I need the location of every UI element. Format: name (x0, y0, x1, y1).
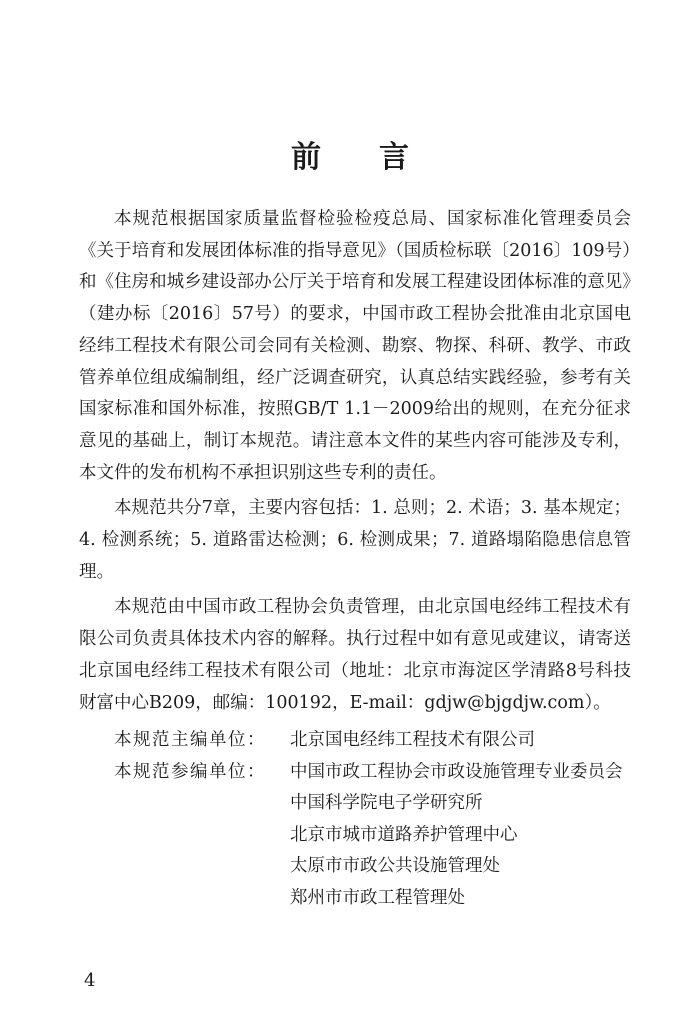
participating-unit: 中国科学院电子学研究所 (290, 793, 483, 814)
participating-unit: 郑州市市政工程管理处 (290, 887, 465, 908)
participating-units-list (290, 757, 631, 915)
paragraph-contents: 本规范共分7章，主要内容包括：1. 总则；2. 术语；3. 基本规定；4. 检测系统；5. 道路雷达检测；6. 检测成果；7. 道路塌陷隐患信息管理。 (79, 498, 631, 582)
participating-unit: 北京市城市道路养护管理中心 (290, 824, 518, 845)
chief-unit-label: 本规范主编单位： (114, 730, 266, 751)
chief-unit-value: 北京国电经纬工程技术有限公司 (290, 730, 535, 751)
participating-unit: 中国市政工程协会市政设施管理专业委员会 (290, 761, 623, 782)
participating-unit: 太原市市政公共设施管理处 (290, 856, 500, 877)
paragraph-basis: 本规范根据国家质量监督检验检疫总局、国家标准化管理委员会《关于培育和发展团体标准的指导意见》（国质检标联〔2016〕109号）和《住房和城乡建设部办公厅关于培育和发展工程建设团体标准的意见》（建办标〔2016〕57号）的要求，中国市政工程协会批准由北京国电经纬工程技术有限公司会同有关检测、勘察、物探、科研、教学、市政管养单位组成编制组，经广泛调查研究，认真总结实践经验，参考有关国家标准和国外标准，按照GB/T 1.1－2009给出的规则，在充分征求意见的基础上，制订本规范。请注意本文件的某些内容可能涉及专利，本文件的发布机构不承担识别这些专利的责任。 (79, 209, 631, 483)
participating-units-row (79, 757, 631, 915)
participating-units-label: 本规范参编单位： (114, 761, 266, 782)
page-title: 前言 (291, 140, 467, 175)
chief-unit-row (79, 725, 631, 757)
chief-unit-values (290, 725, 631, 757)
page-number: 4 (84, 970, 96, 991)
body-text (79, 204, 631, 914)
paragraph-management: 本规范由中国市政工程协会负责管理，由北京国电经纬工程技术有限公司负责具体技术内容的解释。执行过程中如有意见或建议，请寄送北京国电经纬工程技术有限公司（地址：北京市海淀区学清路8号科技财富中心B209，邮编：100192，E-mail：gdjw@bjgdjw.com）。 (79, 597, 631, 713)
